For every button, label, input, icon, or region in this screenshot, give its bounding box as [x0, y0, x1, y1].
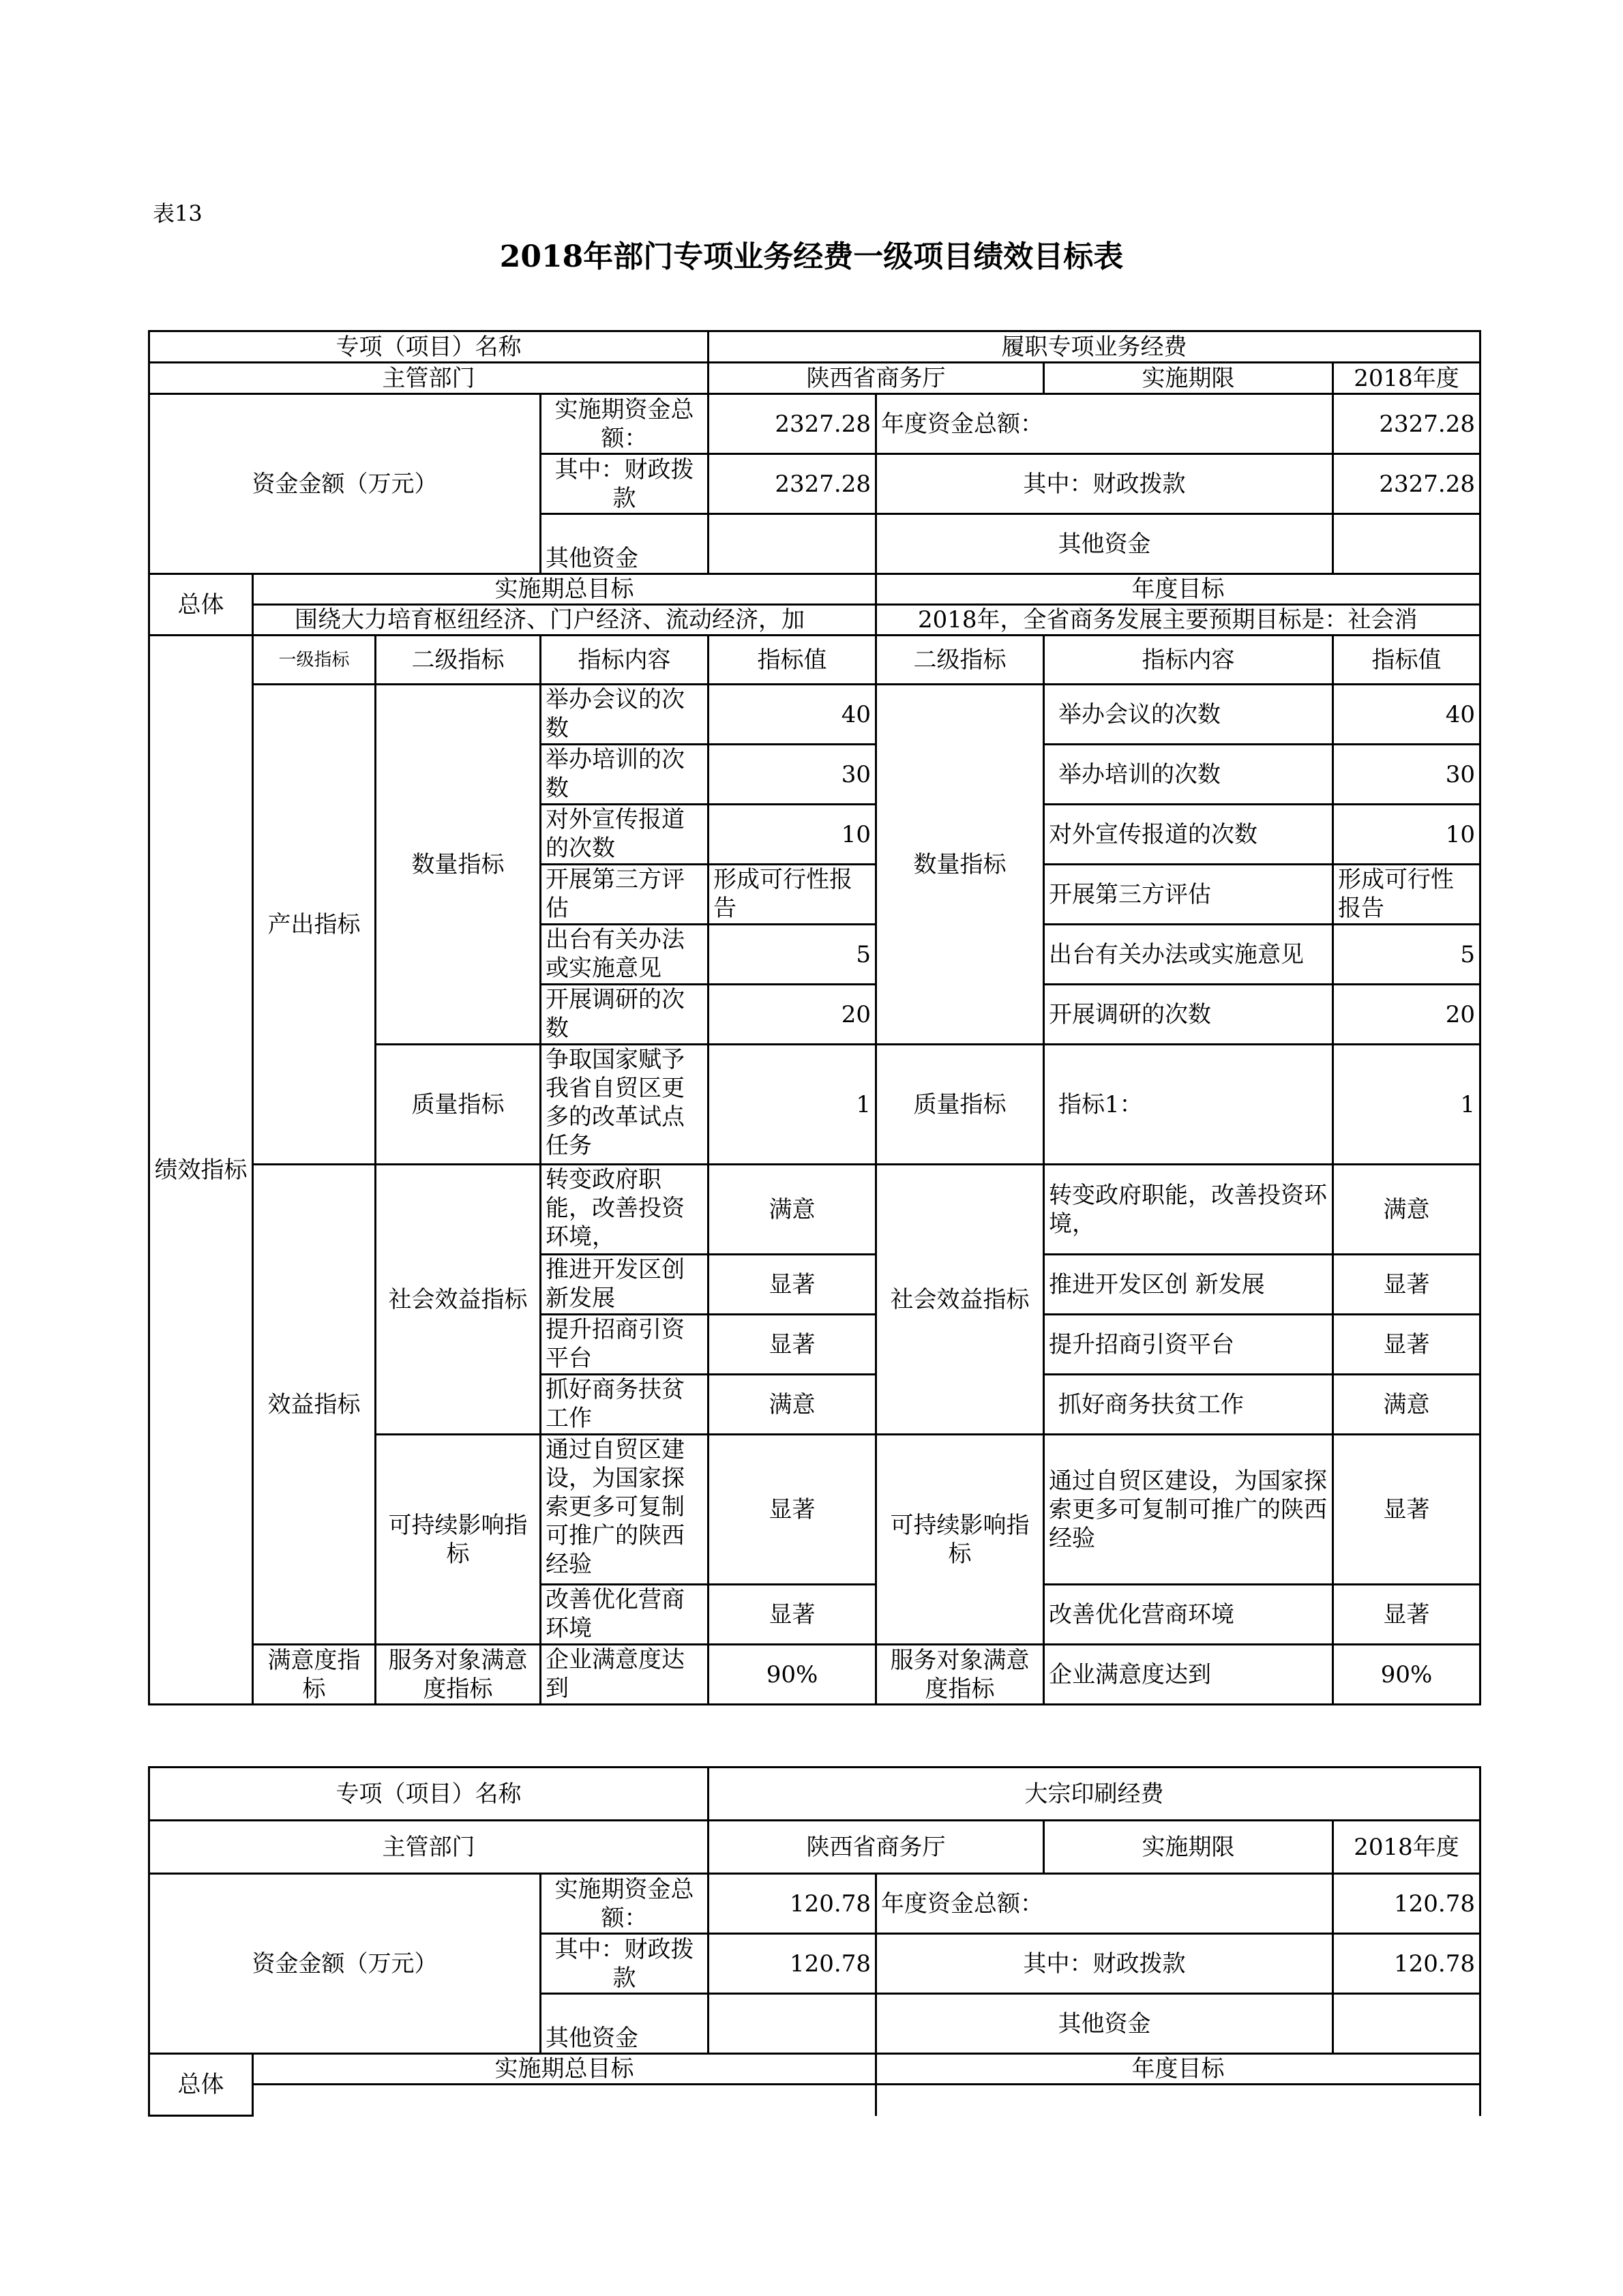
indicator-value: 90% — [709, 1645, 876, 1705]
year-total-label: 年度资金总额： — [876, 394, 1333, 454]
sub-quality-left: 质量指标 — [376, 1045, 541, 1165]
project-name-value: 大宗印刷经费 — [709, 1768, 1480, 1821]
sub-social-left: 社会效益指标 — [376, 1165, 541, 1435]
cat-benefit: 效益指标 — [253, 1165, 376, 1645]
year-fiscal-value: 2327.28 — [1333, 454, 1480, 514]
sub-service-right: 服务对象满意度指标 — [876, 1645, 1044, 1705]
overall-label: 总体 — [149, 574, 253, 636]
year-other-value — [1333, 514, 1480, 574]
content-header-left: 指标内容 — [541, 636, 709, 685]
indicator-value: 满意 — [709, 1165, 876, 1255]
performance-table-1 — [148, 330, 1481, 1705]
year-fiscal-label: 其中：财政拨款 — [876, 1934, 1333, 1994]
period-goal-label: 实施期总目标 — [253, 574, 876, 605]
sub-quality-right: 质量指标 — [876, 1045, 1044, 1165]
indicator-content: 提升招商引资平台 — [541, 1315, 709, 1375]
dept-label: 主管部门 — [149, 1821, 709, 1874]
year-other-value — [1333, 1994, 1480, 2054]
indicator-content: 改善优化营商环境 — [1044, 1585, 1333, 1645]
indicator-content: 对外宣传报道的次数 — [1044, 805, 1333, 865]
indicator-content: 举办培训的次数 — [541, 745, 709, 805]
indicator-content: 举办培训的次数 — [1044, 745, 1333, 805]
indicator-content: 提升招商引资平台 — [1044, 1315, 1333, 1375]
period-label: 实施期限 — [1044, 1821, 1333, 1874]
period-other-value — [709, 514, 876, 574]
indicator-content: 出台有关办法或实施意见 — [541, 925, 709, 985]
year-goal-label: 年度目标 — [876, 574, 1480, 605]
period-value: 2018年度 — [1333, 363, 1480, 394]
year-total-label: 年度资金总额： — [876, 1874, 1333, 1934]
cat-satisfaction: 满意度指标 — [253, 1645, 376, 1705]
indicator-value: 显著 — [709, 1315, 876, 1375]
indicator-value: 满意 — [709, 1375, 876, 1435]
sub-quantity-right: 数量指标 — [876, 685, 1044, 1045]
level2-header-left: 二级指标 — [376, 636, 541, 685]
dept-label: 主管部门 — [149, 363, 709, 394]
page-title: 2018年部门专项业务经费一级项目绩效目标表 — [499, 239, 1124, 274]
perf-indicators-label: 绩效指标 — [149, 636, 253, 1705]
period-fiscal-label: 其中：财政拨款 — [541, 1934, 709, 1994]
year-total-value: 120.78 — [1333, 1874, 1480, 1934]
indicator-value: 显著 — [1333, 1315, 1480, 1375]
indicator-content: 开展调研的次数 — [1044, 985, 1333, 1045]
indicator-value: 显著 — [1333, 1435, 1480, 1585]
sub-quantity-left: 数量指标 — [376, 685, 541, 1045]
sub-social-right: 社会效益指标 — [876, 1165, 1044, 1435]
indicator-value: 10 — [709, 805, 876, 865]
year-goal-text — [876, 2085, 1480, 2116]
indicator-content: 推进开发区创新发展 — [541, 1255, 709, 1315]
indicator-content: 争取国家赋予我省自贸区更多的改革试点任务 — [541, 1045, 709, 1165]
period-total-label: 实施期资金总额： — [541, 394, 709, 454]
indicator-value: 40 — [709, 685, 876, 745]
indicator-value: 5 — [709, 925, 876, 985]
indicator-content: 抓好商务扶贫工作 — [1044, 1375, 1333, 1435]
period-fiscal-value: 120.78 — [709, 1934, 876, 1994]
indicator-content: 开展调研的次数 — [541, 985, 709, 1045]
indicator-content: 改善优化营商环境 — [541, 1585, 709, 1645]
sub-sustain-right: 可持续影响指标 — [876, 1435, 1044, 1645]
indicator-value: 10 — [1333, 805, 1480, 865]
indicator-content: 推进开发区创 新发展 — [1044, 1255, 1333, 1315]
fund-label: 资金金额（万元） — [149, 1874, 541, 2054]
indicator-value: 30 — [1333, 745, 1480, 805]
period-total-label: 实施期资金总额： — [541, 1874, 709, 1934]
indicator-value: 1 — [709, 1045, 876, 1165]
sub-sustain-left: 可持续影响指标 — [376, 1435, 541, 1645]
indicator-content: 企业满意度达到 — [541, 1645, 709, 1705]
level1-header: 一级指标 — [253, 636, 376, 685]
fund-label: 资金金额（万元） — [149, 394, 541, 574]
indicator-content: 转变政府职能，改善投资环境， — [1044, 1165, 1333, 1255]
indicator-content: 企业满意度达到 — [1044, 1645, 1333, 1705]
indicator-content: 开展第三方评估 — [1044, 865, 1333, 925]
indicator-value: 满意 — [1333, 1375, 1480, 1435]
indicator-value: 形成可行性报告 — [1333, 865, 1480, 925]
period-value: 2018年度 — [1333, 1821, 1480, 1874]
indicator-content: 举办会议的次数 — [1044, 685, 1333, 745]
year-fiscal-value: 120.78 — [1333, 1934, 1480, 1994]
period-total-value: 120.78 — [709, 1874, 876, 1934]
period-other-label: 其他资金 — [541, 514, 709, 574]
indicator-content: 通过自贸区建设，为国家探索更多可复制可推广的陕西经验 — [1044, 1435, 1333, 1585]
indicator-value: 20 — [1333, 985, 1480, 1045]
overall-label: 总体 — [149, 2054, 253, 2116]
period-fiscal-value: 2327.28 — [709, 454, 876, 514]
indicator-value: 满意 — [1333, 1165, 1480, 1255]
period-fiscal-label: 其中：财政拨款 — [541, 454, 709, 514]
project-name-label: 专项（项目）名称 — [149, 331, 709, 363]
indicator-value: 显著 — [709, 1255, 876, 1315]
year-total-value: 2327.28 — [1333, 394, 1480, 454]
indicator-value: 形成可行性报告 — [709, 865, 876, 925]
indicator-value: 40 — [1333, 685, 1480, 745]
project-name-value: 履职专项业务经费 — [709, 331, 1480, 363]
period-goal-label: 实施期总目标 — [253, 2054, 876, 2085]
indicator-content: 举办会议的次数 — [541, 685, 709, 745]
period-goal-text: 围绕大力培育枢纽经济、门户经济、流动经济，加 — [253, 605, 876, 636]
indicator-value: 显著 — [709, 1435, 876, 1585]
performance-table-2 — [148, 1766, 1481, 2117]
year-other-label: 其他资金 — [876, 514, 1333, 574]
indicator-value: 显著 — [709, 1585, 876, 1645]
indicator-content: 开展第三方评估 — [541, 865, 709, 925]
period-goal-text — [253, 2085, 876, 2116]
year-fiscal-label: 其中：财政拨款 — [876, 454, 1333, 514]
period-other-label: 其他资金 — [541, 1994, 709, 2054]
indicator-content: 指标1： — [1044, 1045, 1333, 1165]
indicator-value: 显著 — [1333, 1585, 1480, 1645]
indicator-content: 对外宣传报道的次数 — [541, 805, 709, 865]
table-number: 表13 — [153, 200, 203, 226]
content-header-right: 指标内容 — [1044, 636, 1333, 685]
indicator-value: 90% — [1333, 1645, 1480, 1705]
indicator-content: 出台有关办法或实施意见 — [1044, 925, 1333, 985]
year-goal-text: 2018年，全省商务发展主要预期目标是：社会消 — [876, 605, 1480, 636]
cat-output: 产出指标 — [253, 685, 376, 1165]
value-header-right: 指标值 — [1333, 636, 1480, 685]
indicator-value: 5 — [1333, 925, 1480, 985]
indicator-content: 转变政府职能，改善投资环境， — [541, 1165, 709, 1255]
period-total-value: 2327.28 — [709, 394, 876, 454]
value-header-left: 指标值 — [709, 636, 876, 685]
sub-service-left: 服务对象满意度指标 — [376, 1645, 541, 1705]
dept-value: 陕西省商务厅 — [709, 1821, 1044, 1874]
indicator-value: 1 — [1333, 1045, 1480, 1165]
indicator-value: 显著 — [1333, 1255, 1480, 1315]
dept-value: 陕西省商务厅 — [709, 363, 1044, 394]
indicator-content: 抓好商务扶贫工作 — [541, 1375, 709, 1435]
indicator-content: 通过自贸区建设，为国家探索更多可复制可推广的陕西经验 — [541, 1435, 709, 1585]
level2-header-right: 二级指标 — [876, 636, 1044, 685]
indicator-value: 30 — [709, 745, 876, 805]
year-goal-label: 年度目标 — [876, 2054, 1480, 2085]
project-name-label: 专项（项目）名称 — [149, 1768, 709, 1821]
indicator-value: 20 — [709, 985, 876, 1045]
year-other-label: 其他资金 — [876, 1994, 1333, 2054]
period-label: 实施期限 — [1044, 363, 1333, 394]
period-other-value — [709, 1994, 876, 2054]
